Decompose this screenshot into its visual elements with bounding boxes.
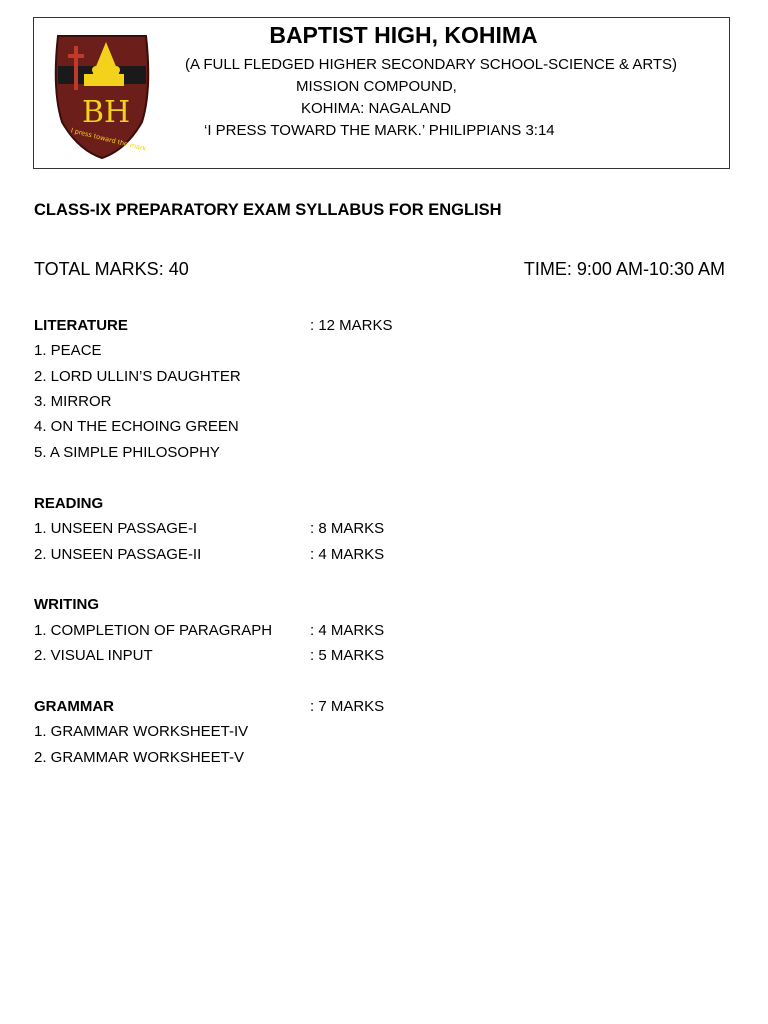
item-marks: : 4 MARKS — [310, 622, 385, 639]
writing-heading: WRITING — [34, 596, 99, 613]
literature-marks: : 12 MARKS — [310, 317, 393, 334]
grammar-marks: : 7 MARKS — [310, 698, 385, 715]
letterhead — [33, 17, 730, 169]
list-item: 2. UNSEEN PASSAGE-II — [34, 546, 202, 563]
address-line-1: MISSION COMPOUND, — [296, 78, 457, 95]
item-marks: : 4 MARKS — [310, 546, 385, 563]
school-motto: ‘I PRESS TOWARD THE MARK.’ PHILIPPIANS 3:14 — [204, 122, 555, 139]
list-item: 1. COMPLETION OF PARAGRAPH — [34, 622, 273, 639]
reading-heading: READING — [34, 495, 104, 512]
list-item: 1. PEACE — [34, 342, 102, 359]
school-crest-logo — [50, 30, 154, 160]
list-item: 2. VISUAL INPUT — [34, 647, 153, 664]
svg-text:I press toward the mark: I press toward the mark — [69, 126, 148, 153]
total-marks: TOTAL MARKS: 40 — [34, 259, 189, 279]
list-item: 1. UNSEEN PASSAGE-I — [34, 520, 198, 537]
list-item: 1. GRAMMAR WORKSHEET-IV — [34, 723, 249, 740]
list-item: 4. ON THE ECHOING GREEN — [34, 418, 239, 435]
school-type: (A FULL FLEDGED HIGHER SECONDARY SCHOOL-SCIENCE & ARTS) — [185, 56, 678, 73]
school-name: BAPTIST HIGH, KOHIMA — [269, 22, 538, 48]
item-marks: : 5 MARKS — [310, 647, 385, 664]
grammar-heading: GRAMMAR — [34, 698, 114, 715]
list-item: 3. MIRROR — [34, 393, 112, 410]
list-item: 2. LORD ULLIN’S DAUGHTER — [34, 368, 241, 385]
address-line-2: KOHIMA: NAGALAND — [301, 100, 452, 117]
literature-heading: LITERATURE — [34, 317, 128, 334]
svg-text:BH: BH — [82, 95, 131, 130]
document-title: CLASS-IX PREPARATORY EXAM SYLLABUS FOR ENGLISH — [34, 201, 502, 219]
list-item: 2. GRAMMAR WORKSHEET-V — [34, 749, 245, 766]
exam-time: TIME: 9:00 AM-10:30 AM — [523, 259, 725, 279]
item-marks: : 8 MARKS — [310, 520, 385, 537]
list-item: 5. A SIMPLE PHILOSOPHY — [34, 444, 220, 461]
